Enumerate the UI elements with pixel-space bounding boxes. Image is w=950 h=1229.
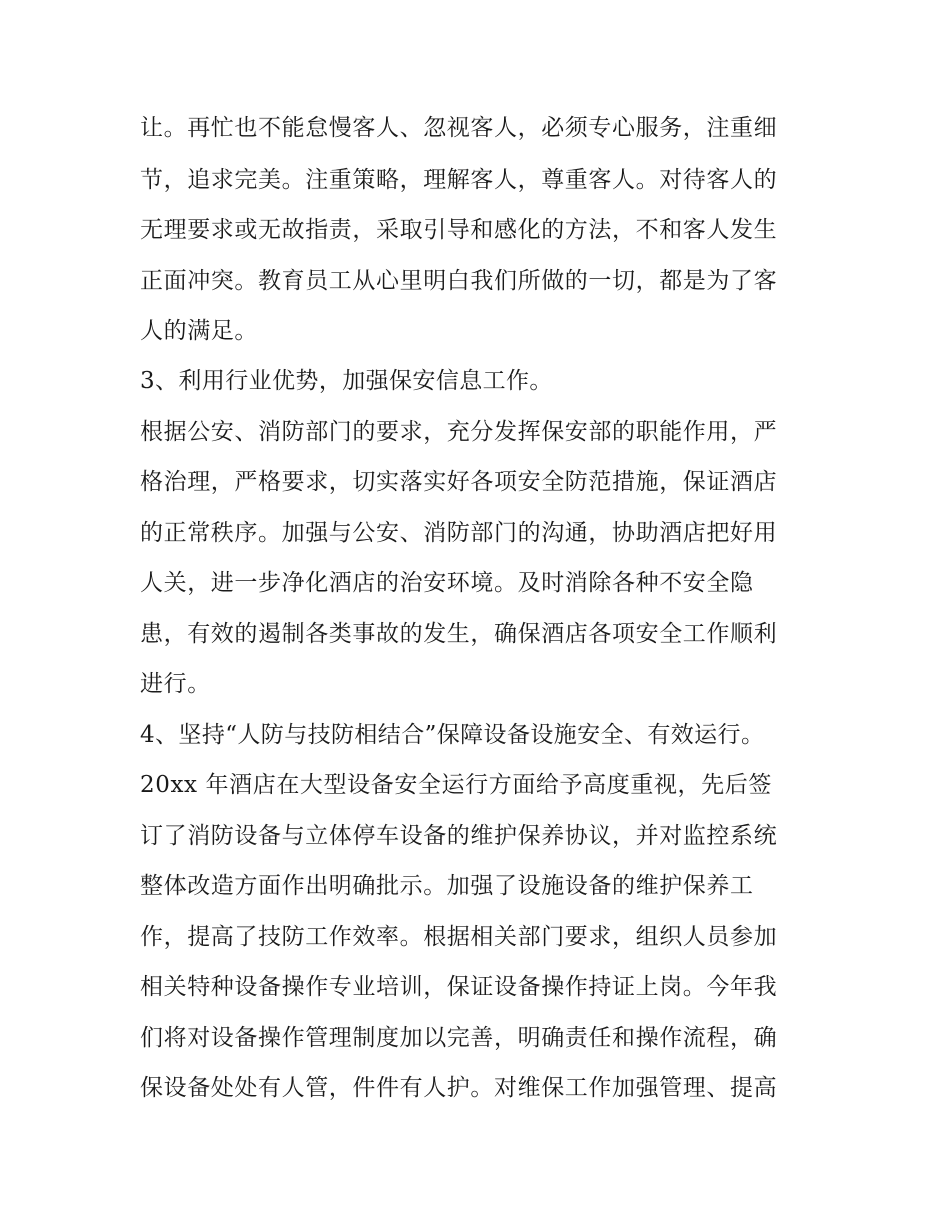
- body-text-line: 人的满足。: [140, 318, 258, 344]
- body-text-line: 保设备处处有人管，件件有人护。对维保工作加强管理、提高: [140, 1075, 778, 1101]
- body-text-line: 们将对设备操作管理制度加以完善，明确责任和操作流程，确: [140, 1025, 778, 1051]
- body-text-line: 进行。: [140, 671, 211, 697]
- body-text-line: 节，追求完美。注重策略，理解客人，尊重客人。对待客人的: [140, 167, 778, 193]
- body-text-line: 作，提高了技防工作效率。根据相关部门要求，组织人员参加: [140, 924, 778, 950]
- body-text-line: 订了消防设备与立体停车设备的维护保养协议，并对监控系统: [140, 823, 778, 849]
- section-heading-3: 3、利用行业优势，加强保安信息工作。: [140, 368, 553, 394]
- body-text-line: 无理要求或无故指责，采取引导和感化的方法，不和客人发生: [140, 217, 778, 243]
- body-text-line: 根据公安、消防部门的要求，充分发挥保安部的职能作用，严: [140, 419, 778, 445]
- body-text-line: 正面冲突。教育员工从心里明白我们所做的一切，都是为了客: [140, 268, 778, 294]
- body-text-line: 相关特种设备操作专业培训，保证设备操作持证上岗。今年我: [140, 974, 778, 1000]
- body-text-line: 整体改造方面作出明确批示。加强了设施设备的维护保养工: [140, 873, 754, 899]
- section-heading-4: 4、坚持“人防与技防相结合”保障设备设施安全、有效运行。: [140, 722, 765, 748]
- body-text-line: 格治理，严格要求，切实落实好各项安全防范措施，保证酒店: [140, 469, 778, 495]
- body-text-line: 20xx 年酒店在大型设备安全运行方面给予高度重视，先后签: [140, 772, 772, 798]
- body-text-line: 的正常秩序。加强与公安、消防部门的沟通，协助酒店把好用: [140, 520, 778, 546]
- body-text-line: 人关，进一步净化酒店的治安环境。及时消除各种不安全隐: [140, 570, 754, 596]
- body-text-line: 患，有效的遏制各类事故的发生，确保酒店各项安全工作顺利: [140, 621, 778, 647]
- body-text-line: 让。再忙也不能怠慢客人、忽视客人，必须专心服务，注重细: [140, 115, 778, 141]
